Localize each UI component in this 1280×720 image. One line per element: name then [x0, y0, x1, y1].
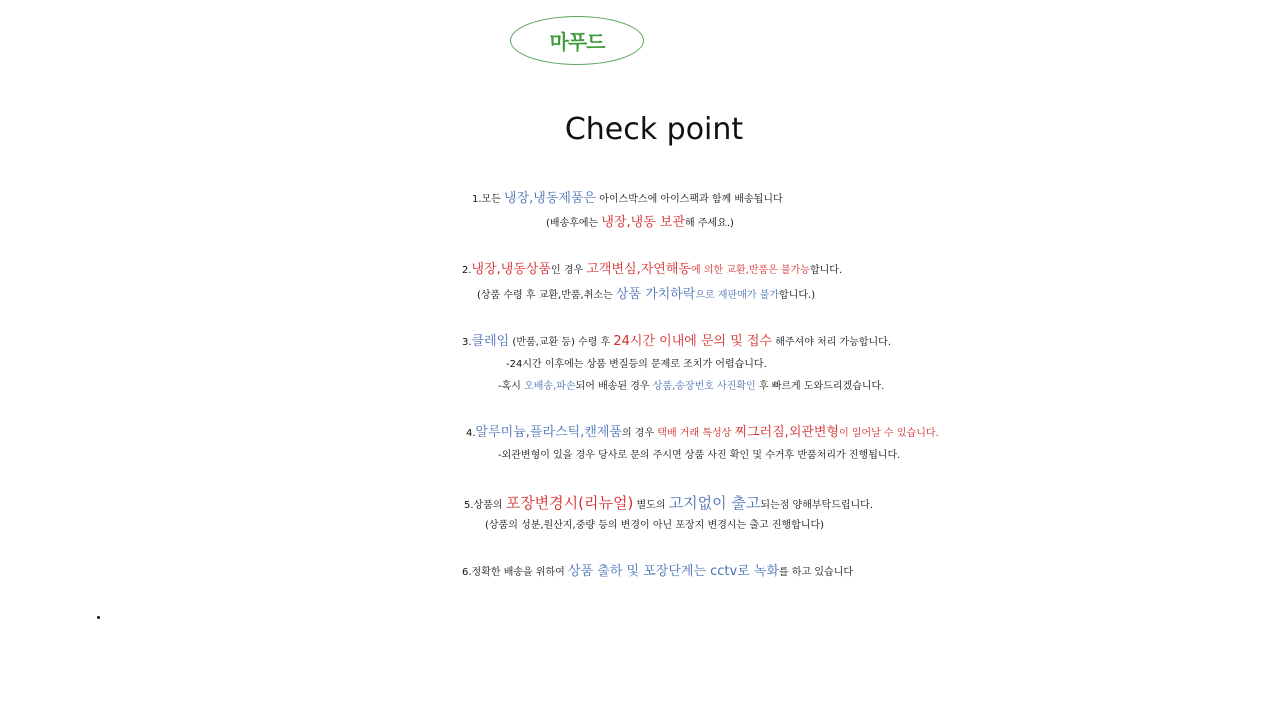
notice-text-segment: 고객변심,자연해동 — [586, 262, 691, 277]
notice-text-segment: 상품 가치하락 — [615, 287, 696, 302]
notice-text-segment: 알루미늄,플라스틱,캔제품 — [475, 425, 622, 440]
notice-line — [462, 333, 891, 352]
notice-text-segment: 이 일어날 수 있습니다. — [839, 428, 939, 439]
notice-text-segment: 6.정확한 배송을 위하여 — [462, 567, 569, 578]
notice-text-segment: 찌그러짐,외관변형 — [734, 425, 840, 440]
notice-text-segment: 의 경우 — [621, 428, 658, 439]
notice-text-segment: 인 경우 — [551, 265, 587, 276]
notice-text-segment: -혹시 — [498, 381, 525, 392]
notice-line — [498, 378, 884, 396]
notice-text-segment: 상품,송장번호 사진확인 — [652, 381, 756, 392]
notice-text-segment: 으로 재판매가 불가 — [695, 290, 780, 301]
notice-text-segment: 합니다. — [809, 265, 843, 276]
notice-text-segment: 되는점 양해부탁드립니다. — [760, 500, 874, 511]
notice-text-segment: 아이스박스에 아이스팩과 함께 배송됩니다 — [596, 194, 783, 205]
notice-line — [464, 494, 873, 515]
notice-text-segment: 합니다.) — [779, 290, 816, 301]
notice-text-segment: 냉장,냉동 보관 — [601, 215, 686, 230]
notice-text-segment: (상품 수령 후 교환,반품,취소는 — [477, 290, 616, 301]
notice-text-segment: 클레임 — [471, 334, 510, 349]
notice-text-segment: (배송후에는 — [546, 218, 602, 229]
notice-text-segment: 를 하고 있습니다 — [779, 567, 854, 578]
notice-text-segment: (반품,교환 등) 수령 후 — [509, 337, 614, 348]
notice-line — [477, 286, 815, 305]
notice-line — [462, 261, 842, 280]
notice-text-segment: 고지없이 출고 — [668, 494, 761, 512]
notice-text-segment: 오배송,파손 — [524, 381, 576, 392]
notice-text-segment: 에 의한 교환,반품은 불가능 — [690, 265, 810, 276]
notice-text-segment: 상품 출하 및 포장단계는 cctv로 녹화 — [568, 564, 780, 579]
notice-text-segment: 냉장,냉동상품 — [471, 262, 552, 277]
bullet-dot — [97, 616, 100, 619]
brand-logo — [510, 16, 644, 65]
notice-text-segment: 2. — [462, 265, 472, 276]
notice-line — [462, 563, 853, 582]
notice-line — [485, 517, 824, 535]
notice-text-segment: 후 빠르게 도와드리겠습니다. — [755, 381, 885, 392]
brand-logo-text: 마푸드 — [549, 30, 605, 54]
notice-line — [546, 214, 734, 233]
notice-text-segment: 24시간 이내에 문의 및 접수 — [613, 334, 773, 349]
notice-text-segment: 해 주세요.) — [685, 218, 734, 229]
notice-text-segment: 4. — [466, 428, 476, 439]
notice-line — [466, 424, 939, 443]
notice-text-segment: 1.모든 — [472, 194, 505, 205]
notice-text-segment: 해주셔야 처리 가능합니다. — [772, 337, 892, 348]
notice-line — [506, 356, 767, 374]
notice-text-segment: 포장변경시(리뉴얼) — [505, 494, 634, 512]
notice-text-segment: 택배 거래 특성상 — [657, 428, 735, 439]
notice-line — [472, 190, 783, 209]
notice-text-segment: (상품의 성분,원산지,중량 등의 변경이 아닌 포장지 변경시는 출고 진행합니다) — [485, 520, 825, 531]
notice-text-segment: 되어 배송된 경우 — [575, 381, 653, 392]
notice-line — [498, 447, 900, 465]
notice-text-segment: -24시간 이후에는 상품 변질등의 문제로 조치가 어렵습니다. — [506, 359, 767, 370]
notice-text-segment: 3. — [462, 337, 472, 348]
page-title: Check point — [564, 112, 744, 147]
notice-text-segment: -외관변형이 있을 경우 당사로 문의 주시면 상품 사진 확인 및 수거후 반품처리가 진행됩니다. — [498, 450, 901, 461]
notice-text-segment: 냉장,냉동제품은 — [504, 191, 597, 206]
notice-text-segment: 5.상품의 — [464, 500, 506, 511]
notice-text-segment: 별도의 — [633, 500, 669, 511]
